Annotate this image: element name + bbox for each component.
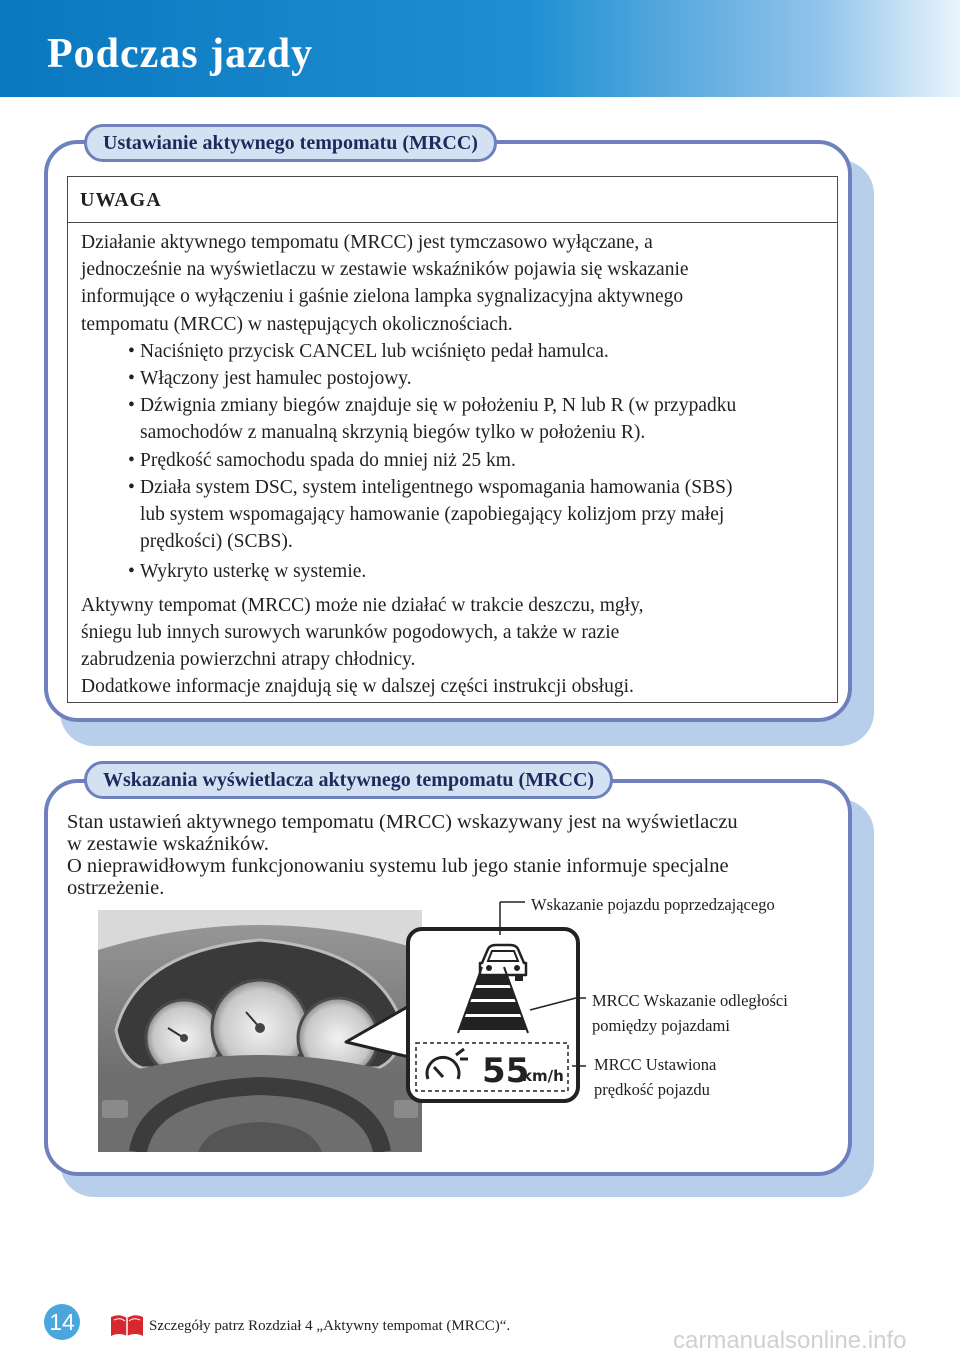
section2-tab: Wskazania wyświetlacza aktywnego tempomatu (MRCC) bbox=[84, 761, 613, 799]
note-bullet-line: prędkości) (SCBS). bbox=[140, 531, 293, 553]
note-bullet bbox=[128, 447, 833, 474]
mrcc-display bbox=[406, 927, 580, 1103]
note-outro-line: śniegu lub innych surowych warunków pogodowych, a także w razie bbox=[81, 621, 620, 643]
display-description-line: O nieprawidłowym funkcjonowaniu systemu lub jego stanie informuje specjalne bbox=[67, 855, 729, 877]
note-outro-line: Dodatkowe informacje znajdują się w dalszej części instrukcji obsługi. bbox=[81, 676, 634, 698]
display-description-line: ostrzeżenie. bbox=[67, 877, 165, 899]
note-bullet-line: Włączony jest hamulec postojowy. bbox=[140, 368, 412, 390]
callout-distance bbox=[592, 988, 788, 1038]
display-description-line: Stan ustawień aktywnego tempomatu (MRCC) wskazywany jest na wyświetlaczu bbox=[67, 811, 738, 833]
note-bullet-line: Naciśnięto przycisk CANCEL lub wciśnięto pedał hamulca. bbox=[140, 340, 609, 362]
note-bullet bbox=[128, 558, 833, 585]
callout-set-speed bbox=[594, 1052, 716, 1102]
display-description bbox=[67, 811, 827, 899]
note-outro-line: zabrudzenia powierzchni atrapy chłodnicy. bbox=[81, 649, 416, 671]
set-speed-value: 55 bbox=[482, 1051, 530, 1091]
callout-distance-line: MRCC Wskazanie odległości bbox=[592, 991, 788, 1010]
note-outro-line: Aktywny tempomat (MRCC) może nie działać w trakcie deszczu, mgły, bbox=[81, 594, 644, 616]
page-header bbox=[0, 0, 960, 97]
book-icon bbox=[110, 1313, 144, 1337]
callout-preceding-vehicle: Wskazanie pojazdu poprzedzającego bbox=[531, 895, 775, 914]
chapter-reference: Szczegóły patrz Rozdział 4 „Aktywny tempomat (MRCC)“. bbox=[149, 1318, 511, 1334]
note-bullet bbox=[128, 392, 833, 446]
callout-set-speed-line: prędkość pojazdu bbox=[594, 1080, 710, 1099]
note-intro-line: informujące o wyłączeniu i gaśnie zielona lampka sygnalizacyjna aktywnego bbox=[81, 286, 684, 308]
note-bullet bbox=[128, 365, 833, 392]
section1-tab: Ustawianie aktywnego tempomatu (MRCC) bbox=[84, 124, 497, 162]
note-bullet-line: lub system wspomagający hamowanie (zapobiegający kolizjom przy małej bbox=[140, 504, 725, 526]
page-title: Podczas jazdy bbox=[47, 31, 314, 77]
note-box bbox=[67, 176, 838, 703]
callout-distance-line: pomiędzy pojazdami bbox=[592, 1016, 730, 1035]
watermark: carmanualsonline.info bbox=[673, 1327, 907, 1354]
note-body bbox=[81, 229, 833, 700]
note-bullet-line: Prędkość samochodu spada do mniej niż 25 km. bbox=[140, 449, 516, 471]
note-bullet-line: samochodów z manualną skrzynią biegów tylko w położeniu R). bbox=[140, 422, 646, 444]
note-bullet-list bbox=[81, 338, 833, 586]
page-number: 14 bbox=[44, 1304, 80, 1340]
note-intro-line: jednocześnie na wyświetlaczu w zestawie wskaźników pojawia się wskazanie bbox=[81, 259, 689, 281]
note-heading: UWAGA bbox=[68, 177, 837, 223]
note-bullet bbox=[128, 474, 833, 556]
note-bullet-line: • Działa system DSC, system inteligentnego wspomagania hamowania (SBS) bbox=[140, 476, 733, 498]
note-bullet bbox=[128, 338, 833, 365]
note-intro-line: Działanie aktywnego tempomatu (MRCC) jest tymczasowo wyłączane, a bbox=[81, 232, 653, 253]
instrument-cluster-image bbox=[98, 910, 422, 1152]
note-intro-line: tempomatu (MRCC) w następujących okolicznościach. bbox=[81, 313, 513, 335]
note-bullet-line: Wykryto usterkę w systemie. bbox=[140, 561, 367, 583]
display-description-line: w zestawie wskaźników. bbox=[67, 833, 269, 855]
note-bullet-line: • Dźwignia zmiany biegów znajduje się w położeniu P, N lub R (w przypadku bbox=[140, 395, 737, 417]
set-speed-unit: km/h bbox=[522, 1067, 564, 1085]
callout-set-speed-line: MRCC Ustawiona bbox=[594, 1055, 717, 1074]
